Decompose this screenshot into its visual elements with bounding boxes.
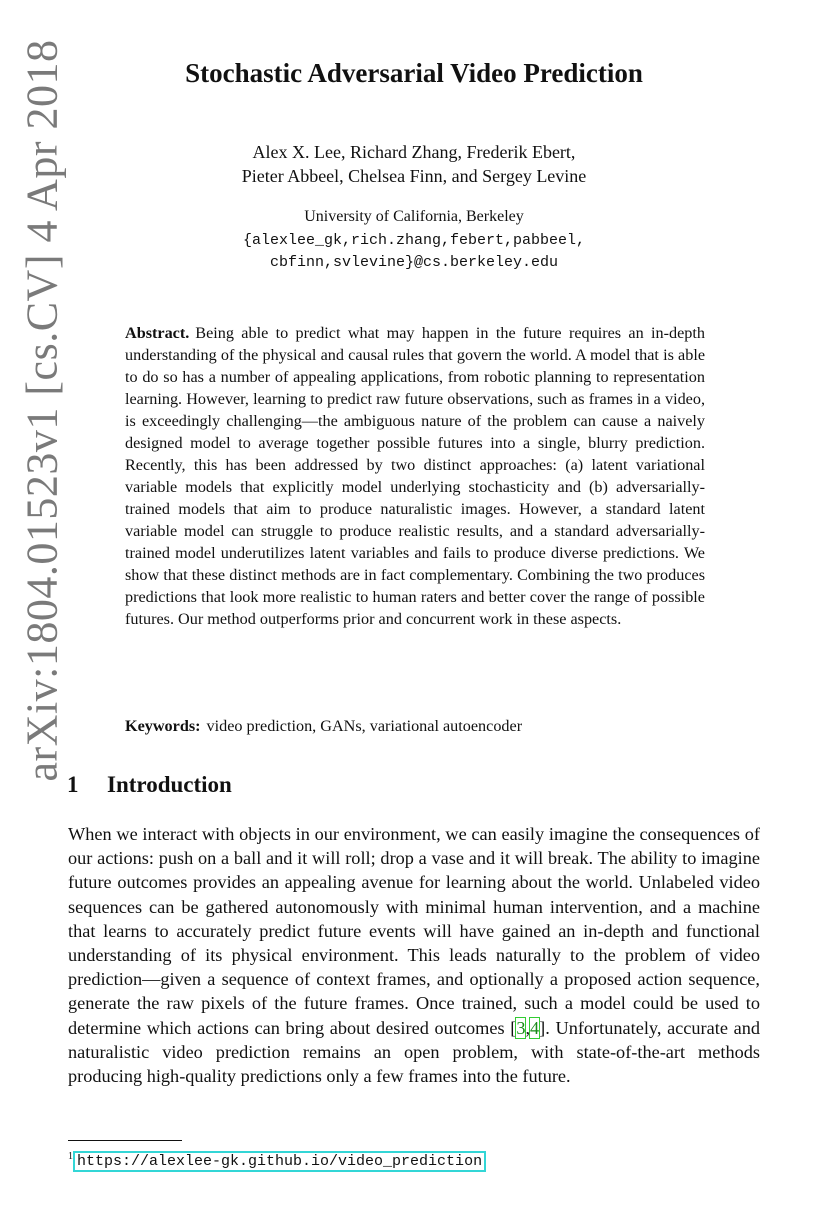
keywords-text: video prediction, GANs, variational autoencoder (206, 717, 523, 735)
emails-line-1: {alexlee_gk,rich.zhang,febert,pabbeel, (242, 232, 586, 249)
citation-open-bracket: [ (510, 1017, 517, 1038)
citation-close-bracket: ] (539, 1017, 546, 1038)
abstract-label: Abstract. (125, 324, 190, 342)
authors-line-2: Pieter Abbeel, Chelsea Finn, and Sergey Levine (241, 166, 587, 186)
author-emails (0, 230, 828, 274)
abstract (125, 322, 705, 630)
abstract-text: Being able to predict what may happen in the future requires an in-depth understanding of the physical and causal rules that govern the world. A model that is able to do so has a number of appealing applications, from robotic planning to representation learning. However, learning to predict raw future observations, such as frames in a video, is exceedingly challenging—the ambiguous nature of the problem can cause a naively designed model to average together possible futures into a single, blurry prediction. Recently, this has been addressed by two distinct approaches: (a) latent variational variable models that explicitly model underlying stochasticity and (b) adversarially-trained models that aim to produce naturalistic images. However, a standard latent variable model can struggle to produce realistic results, and a standard adversarially-trained model underutilizes latent variables and fails to produce diverse predictions. We show that these distinct methods are in fact complementary. Combining the two produces predictions that look more realistic to human raters and better cover the range of possible futures. Our method outperforms prior and concurrent work in these aspects. (125, 324, 705, 628)
section-heading-introduction (67, 772, 232, 798)
keywords-label: Keywords: (125, 717, 201, 735)
footnote (68, 1146, 484, 1173)
intro-text-after: . Unfortunately, accurate and naturalistic video prediction remains an open problem, with state-of-the-art methods producing high-quality predictions only a few frames into the future. (68, 1017, 761, 1087)
citation-separator: , (525, 1017, 531, 1038)
footnote-mark: 1 (68, 1151, 73, 1162)
intro-text-before: When we interact with objects in our environment, we can easily imagine the consequences of our actions: push on a ball and it will roll; drop a vase and it will break. The ability to imagine future outcomes provides an appealing avenue for learning about the world. Unlabeled video sequences can be gathered autonomously with minimal human intervention, and a machine that learns to accurately predict future events will have gained an in-depth and functional understanding of its physical environment. This leads naturally to the problem of video prediction—given a sequence of context frames, and optionally a proposed action sequence, generate the raw pixels of the future frames. Once trained, such a model could be used to determine which actions can bring about desired outcomes (68, 824, 760, 1038)
authors-line-1: Alex X. Lee, Richard Zhang, Frederik Ebert, (252, 142, 576, 162)
affiliation: University of California, Berkeley (304, 208, 524, 225)
footnote-rule (68, 1140, 182, 1141)
citation-link-4[interactable]: 4 (530, 1017, 540, 1038)
introduction-paragraph (68, 822, 760, 1088)
arxiv-stamp (12, 0, 72, 820)
author-list (0, 140, 828, 188)
keywords (125, 715, 705, 737)
footnote-url-link[interactable]: https://alexlee-gk.github.io/video_prediction (77, 1153, 483, 1170)
paper-title: Stochastic Adversarial Video Prediction (185, 58, 643, 88)
citation-link-3[interactable]: 3 (516, 1017, 526, 1038)
section-number: 1 (67, 772, 79, 797)
section-title: Introduction (107, 772, 232, 797)
arxiv-id: arXiv:1804.01523v1 [cs.CV] 4 Apr 2018 (17, 39, 67, 781)
emails-line-2: cbfinn,svlevine}@cs.berkeley.edu (269, 254, 559, 271)
